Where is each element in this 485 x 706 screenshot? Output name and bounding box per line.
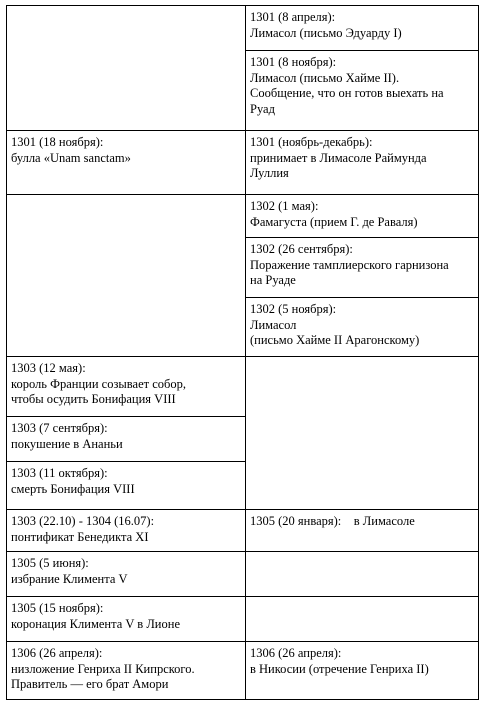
cell-line: 1302 (1 мая):	[250, 199, 319, 213]
chronology-table	[6, 5, 479, 700]
left-cell-6	[6, 461, 245, 510]
left-column	[6, 5, 245, 700]
cell-line: 1306 (26 апреля):	[11, 646, 103, 660]
cell-line: Луллия	[250, 166, 289, 180]
left-cell-10	[6, 641, 245, 700]
cell-line: избрание Климента V	[11, 571, 128, 586]
cell-line: покушение в Ананьи	[11, 436, 123, 451]
cell-line: 1301 (8 ноября):	[250, 55, 337, 69]
right-cell-9	[245, 551, 479, 597]
left-cell-2	[6, 130, 245, 195]
right-cell-10	[245, 596, 479, 642]
cell-line: 1303 (11 октября):	[11, 466, 108, 480]
right-cell-11	[245, 641, 479, 700]
right-cell-2	[245, 50, 479, 131]
right-cell-4	[245, 194, 479, 238]
cell-line: Руад	[250, 101, 275, 116]
cell-line: понтификат Бенедикта XI	[11, 529, 149, 544]
left-cell-7	[6, 509, 245, 552]
cell-line: Фамагуста (прием Г. де Раваля)	[250, 214, 418, 229]
left-cell-9	[6, 596, 245, 642]
cell-line: коронация Климента V в Лионе	[11, 616, 180, 631]
cell-line: Поражение тамплиерского гарнизона	[250, 257, 449, 272]
left-cell-1	[6, 5, 245, 131]
cell-line: Лимасол (письмо Эдуарду I)	[250, 25, 402, 40]
right-column	[245, 5, 479, 700]
cell-line: на Руаде	[250, 273, 296, 287]
cell-line: 1305 (15 ноября):	[11, 601, 104, 615]
cell-line: 1303 (12 мая):	[11, 361, 86, 375]
cell-line: король Франции созывает собор,	[11, 376, 186, 391]
cell-line: 1306 (26 апреля):	[250, 646, 342, 660]
cell-line: 1303 (22.10) - 1304 (16.07):	[11, 514, 155, 528]
cell-line: Правитель — его брат Амори	[11, 677, 169, 691]
left-cell-4	[6, 356, 245, 417]
cell-line: (письмо Хайме II Арагонскому)	[250, 333, 420, 347]
left-cell-8	[6, 551, 245, 597]
cell-line: 1305 (5 июня):	[11, 556, 89, 570]
cell-line: 1302 (5 ноября):	[250, 302, 337, 316]
cell-line: смерть Бонифация VIII	[11, 481, 135, 496]
cell-line: 1303 (7 сентября):	[11, 421, 108, 435]
right-cell-3	[245, 130, 479, 195]
cell-line: принимает в Лимасоле Раймунда	[250, 150, 427, 165]
cell-line: Лимасол (письмо Хайме II).	[250, 70, 400, 85]
cell-line: 1301 (ноябрь-декабрь):	[250, 135, 373, 149]
cell-line: Лимасол	[250, 317, 297, 332]
cell-line: булла «Unam sanctam»	[11, 150, 131, 165]
cell-line: Сообщение, что он готов выехать на	[250, 86, 444, 100]
cell-line: чтобы осудить Бонифация VIII	[11, 392, 176, 406]
cell-line: 1305 (20 января): в Лимасоле	[250, 514, 415, 528]
right-cell-7	[245, 356, 479, 510]
cell-line: низложение Генриха II Кипрского.	[11, 661, 195, 676]
cell-line: 1301 (18 ноября):	[11, 135, 104, 149]
left-cell-5	[6, 416, 245, 462]
right-cell-5	[245, 237, 479, 298]
cell-line: в Никосии (отречение Генриха II)	[250, 661, 429, 676]
right-cell-1	[245, 5, 479, 51]
right-cell-6	[245, 297, 479, 357]
right-cell-8	[245, 509, 479, 552]
left-cell-3	[6, 194, 245, 357]
cell-line: 1302 (26 сентября):	[250, 242, 353, 256]
cell-line: 1301 (8 апреля):	[250, 10, 336, 24]
